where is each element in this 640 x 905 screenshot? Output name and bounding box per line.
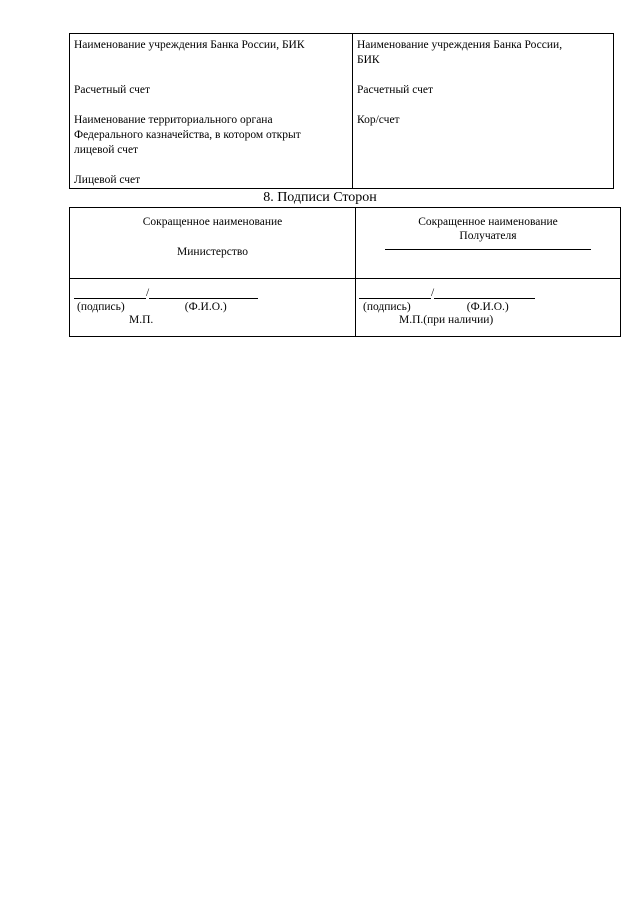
settlement-account-label: Расчетный счет xyxy=(357,84,433,96)
left-seal-label: М.П. xyxy=(129,314,154,326)
right-seal-label: М.П.(при наличии) xyxy=(399,314,494,326)
right-signature-caption: (подпись) xyxy=(363,301,411,313)
left-signature-caption: (подпись) xyxy=(77,301,125,313)
section-title: 8. Подписи Сторон xyxy=(263,190,377,205)
bank-details-right-cell xyxy=(353,34,613,188)
left-fio-caption: (Ф.И.О.) xyxy=(184,301,227,313)
left-signature-line xyxy=(74,285,355,299)
right-fio-caption: (Ф.И.О.) xyxy=(466,301,509,313)
signatures-sign-row xyxy=(70,279,620,336)
right-signature-captions xyxy=(359,300,620,314)
settlement-account-label: Расчетный счет xyxy=(74,84,150,96)
right-party-name-cell xyxy=(356,208,620,278)
left-fio-blank xyxy=(149,288,258,299)
bank-name-label-line2: БИК xyxy=(357,54,380,66)
right-signature-blank xyxy=(359,288,431,299)
left-party-name-cell xyxy=(70,208,356,278)
right-signature-line xyxy=(359,285,620,299)
left-signature-slash: / xyxy=(146,287,150,299)
treasury-body-label-line3: лицевой счет xyxy=(74,144,139,156)
treasury-body-label-line2: Федерального казначейства, в котором открыт xyxy=(74,129,301,141)
left-party-name: Министерство xyxy=(177,246,248,258)
bank-name-bik-label: Наименование учреждения Банка России, БИК xyxy=(74,39,305,51)
signatures-table xyxy=(69,207,621,337)
right-signature-slash: / xyxy=(431,287,435,299)
bank-details-left-cell xyxy=(70,34,353,188)
signatures-names-row xyxy=(70,208,620,279)
right-party-name: Получателя xyxy=(459,230,517,242)
corr-account-label: Кор/счет xyxy=(357,114,400,126)
treasury-body-label-line1: Наименование территориального органа xyxy=(74,114,273,126)
recipient-name-blank-line xyxy=(385,249,591,250)
bank-name-label-line1: Наименование учреждения Банка России, xyxy=(357,39,563,51)
bank-details-table xyxy=(69,33,614,189)
personal-account-label: Лицевой счет xyxy=(74,174,141,186)
left-short-name-label: Сокращенное наименование xyxy=(142,216,283,228)
right-short-name-label: Сокращенное наименование xyxy=(418,216,558,228)
right-signature-cell xyxy=(356,279,620,336)
left-signature-cell xyxy=(70,279,356,336)
right-fio-blank xyxy=(434,288,535,299)
left-signature-captions xyxy=(74,300,355,314)
left-signature-blank xyxy=(74,288,146,299)
